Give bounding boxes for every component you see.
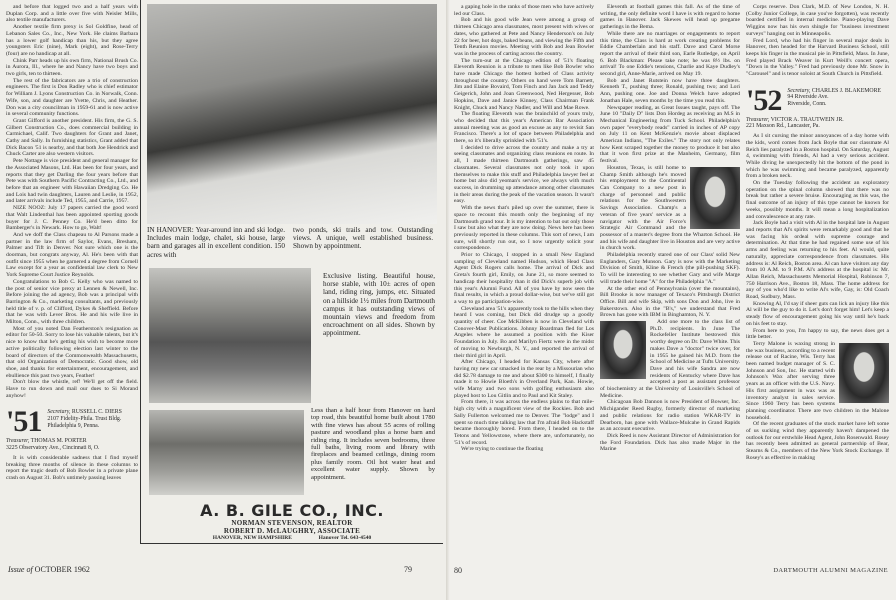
paragraph: While there are no marriages or engagements to report this time, the Class is hard at work creating problems for Eddie Chamberlain and his staff. Dave and Carol Morse report the arrival of their third son, Earle Rutledge, on April 6. Bob Blackman: Please take note; he was 8½ lbs. on arrival! To one Eddie's tensions, Charlie and Kaye Dudley's second girl, Anne-Marie, arrived on May 19. [600, 30, 740, 78]
classmate-portrait-white [600, 321, 646, 379]
ski-lodge-photo [147, 4, 437, 224]
treasurer-address: 3225 Observatory Ave., Cincinnati 8, O. [6, 445, 100, 452]
ad-caption-1: IN HANOVER: Year-around inn and ski lodge. Includes main lodge, chalet, ski house, large barn and garages all in excellent condition. 150 acres with [147, 226, 285, 259]
paragraph: And we doff the Class chapeau to Al Parsons made a partner in the law firm of Saylor, Evans, Bresham, Palmer and Tift in Denver. Not sure which one is the doorman, but congrats anyway, Al. He's been with that outfit since 1955 when he garnered a degree from Cornell Law except for a year as confidential law clerk to New York Supreme Court Justice Reynolds. [6, 231, 138, 279]
firm-name: A. B. GILE CO., INC. [200, 501, 384, 520]
paragraph: Dick Reed is now Assistant Director of Administration for the Ford Foundation. Dick has also made Major in the Marine [600, 433, 740, 453]
paragraph: I decided to drive across the country and make a try at seeing classmates and organizing class reunions en route. In all, I made thirteen Dartmouth gatherings, saw 45 classmates. Several classmates not only took it upon themselves to make this stuff and Philadelphia lawyer feel at home but also did yeoman's service, we always with much success, in drumming up attendance among other classmates in their areas during the peak of the vacation season. It wasn't easy. [454, 144, 594, 205]
class-notes-column-left [6, 4, 138, 559]
secretary-info [787, 88, 881, 108]
paragraph: We're trying to continue the floating [461, 446, 544, 453]
paragraph: The rest of the fabricators are a trio of construction engineers. The first is Don Radley who is chief estimator for William J. Lyons Construction Co. in Norwalk, Conn. Wife, son, and daughter are Yvette, Chris, and Heather. Don was a city councilman in 1959-61 and is now active in several community functions. [6, 77, 138, 118]
issue-date [8, 565, 90, 574]
paragraph: Congratulations to Bob C. Kelly who was named to the post of senior vice prexy at Lennen & Newell, Inc. Before joining the ad agency, Bob was a principal with Barrington & Co., marketing consultants, and previously held title of v. p. of Clifford, Dykes & Sheffield. Before that he was with Lever Bros. He and his wife live in Milton, Conn., with three children. [6, 278, 138, 326]
paragraph: Chink Parr heads up his own firm, National Brush Co. in Aurora, Ill., where he and Nancy have two boys and two girls, ten to thirteen. [6, 57, 138, 78]
classmate-portrait-malone [839, 343, 889, 403]
paragraph: Houston, Texas, is still home to Champ Smith although he's moved his employment to the Continental Can Company to a new post in charge of personnel and public relations for the Southwestern Savings Association. Champ's a veteran of five years' service as a navigator with the Air Force's Strategic Air Command and the possessor of a master's degree from the Wharton School. He and his wife and daughter live in Houston and are very active in church work. [600, 164, 740, 252]
treasurer-label: Treasurer, [6, 438, 30, 445]
real-estate-ad [140, 0, 443, 544]
class-notes-column-1 [454, 4, 594, 552]
horse-farm-photo [149, 268, 311, 403]
paragraph: NIZE NOOZ: July 17 papers carried the good word that Walt Lindenthal has been appointed sporting goods buyer for J. C. Penney Co. He'd been ditto for Bamberger's in Newark. How to go, Walt! [6, 205, 138, 232]
ad-contact [141, 535, 443, 541]
colonial-house-photo [149, 410, 304, 495]
paragraph: and before that logged two and a half years with Duplan Corp. and a little over five with Neisler Mills, also textile manufacturers. [6, 4, 138, 24]
paragraph: Fred Lord, who had his finger in several major deals in Hanover, then headed for the Harvard Business School, still keeps his finger in the musical pie in Pittsfield, Mass. In June, Fred played Brack Weaver in Kurt Weill's concert opera, "Down in the Valley." Fred had previously done Mr. Snow in "Carousel" and is tenor soloist at South Church in Pittsfield. [746, 37, 889, 78]
paragraph: Another textile firm prexy is Sol Goldfine, head of Lebanon Sales Co., Inc., New York. He claims Barbara has a lower golf handicap than his, but they agree youngsters Eric (nine), Mark (eight), and Rose-Terry (four) are no handicap at all. [6, 24, 138, 57]
paragraph: Bob and his good wife Jean were among a group of thirteen Chicago area classmates, most present with wives or dates, who gathered at Pete and Nancy Henderson's on July 22 for beer, hot dogs, baked beans, and viewing the Fifth and Tenth Reunion movies. Meeting with Bob and Jean Bowler was in the process of carting across the country. [454, 17, 594, 57]
paragraph: From here to you, I'm happy to say, the news does get a little better. [746, 327, 889, 341]
paragraph: Corps reserve. Don Clark, M.D. of New London, N. H. (Colby Junior College, in case you've forgotten), was recently boarded certified in internal medicine. Piano-playing Dave Wiggins now has his own shingle for "business investment surveys" hanging out in Minneapolis. [746, 4, 889, 37]
ad-listing-3: Less than a half hour from Hanover on hard top road, this beautiful home built about 1780 with fine views has about 55 acres of rolling pasture and woodland plus a horse barn and riding ring. It includes seven bedrooms, three full baths, living room and library with fireplaces and beamed ceilings, dining room plus family room. Oil hot water heat and excellent water supply. Shown by appointment. [311, 407, 435, 481]
paragraph: Chicagoan Bob Dannon is now President of Bowser, Inc. Michigander Reed Rugby, formerly director of marketing and public relations for radio station WKAR-TV in Dearborn, has gone with Wallace-Mulcahe in Grand Rapids as an account executive. [600, 399, 740, 433]
secretary-label: Secretary, [47, 409, 71, 416]
secretary-name: CHARLES J. BLAKEMORE [811, 87, 882, 94]
paragraph: Newspaper reading, as Great Issues taught, pays off. The June 10 "Daily D" lists Don Hordeg as receiving an M.S in Mechanical Engineering from Tuck School. Philadelphia's own paper "everybody reads" carried in inches of AP copy on July 11 on Kent McKenzie's movie about displaced American Indians, "The Exiles." The story not only relates how Kent scraped together the money to produce it but also that it won first prize at the Manheim, Germany, film festival. [600, 104, 740, 165]
secretary-name: RUSSELL C. DIERS [71, 409, 122, 416]
secretary-city: Riverside, Conn. [787, 101, 827, 108]
paragraph: a gaping hole in the ranks of those men who have actively led our Class. [454, 4, 594, 17]
paragraph: Eleventh at football games this fall. As of the time of writing, the only definite word I have is with regard to home games in Hanover. Jack Skewes will head up pregame gatherings in the Bema. [600, 4, 740, 31]
ad-listing-2: Exclusive listing. Beautiful house, horse stable, with 10± acres of open land, riding ring, jumps, etc. Situated on a hillside 1½ miles from Dartmouth campus it has outstanding views of mountain views and freedom from encroachment on all sides. Shown by appointment. [323, 272, 435, 338]
paragraph: Philadelphia recently stared one of our Class' solid New Englanders, Gary Munson. Gary is now with the Marketing Division of Smith, Kline & French (the pill-pushing SKF). To will be interesting to see whether Gary and wife Marge will trade their home "A" for the Philadelphia "A." [600, 252, 740, 285]
right-page [448, 0, 896, 600]
paragraph: Don't blow the whistle, ref! We'll get off the field. Have to run down and mail our dues to Si Morand anyhow! [6, 379, 138, 399]
paragraph: Terry Malone is waxing strong in the wax business, according to a recent release out of Racine, Wis. Terry has been named budget manager of S. C. Johnson and Son, Inc. He started with Johnson's Wax after serving three years as an officer with the U.S. Navy. His first assignment in wax was as inventory analyst in sales service. Since 1960 Terry has been systems planning coordinator. There are two children in the Malone household. [746, 340, 889, 421]
treasurer-address: 221 Maxson Rd., Lancaster, Pa. [746, 123, 820, 130]
paragraph: Knowing Al, I'd say if sheer guts can lick an injury like this Al will be the guy to do it. Let's don't forget him! Let's keep a steady flow of encouragement going his way until he's back on his feet to stay. [746, 300, 889, 327]
paragraph: Cleveland area '51's apparently took to the hills when they heard I was coming, but Dick did drudge up a goodly quantity of cheer. Coe McKibben is now in Cleveland with Conover-Mast Publications. Johnny Boardman fled for Los Angeles where he assumed a position with the Kiser Foundation in July. Bo and Marilyn Fiertz were in the midst of moving to Newburgh, N. Y., and reported the arrival of their third girl in April. [454, 305, 594, 359]
secretary-address: 2107 Fidelity-Phila. Trust Bldg. [47, 416, 122, 423]
page-number: 79 [404, 565, 412, 574]
ad-caption-2: two ponds, ski trails and tow. Outstanding views. A unique, well established business. Shown by appointment. [293, 226, 433, 251]
paragraph: The turn-out at the Chicago edition of '51's floating Eleventh Reunion is a tribute to men like Bob Bowler who have made Chicago the hottest hotbed of Class activity throughout the country. Others on hand were Tom Barnett, Jim and Elaine Bovaird, Tom Finch and Jan Jack and Teddy Geigerich, John and Joan Greenwood, Ned Hergesser, Bob Hopkins, Dave and Janice Kinney, Class Chairman Frank Knight, Chuck and Nancy Nadler, and Will and Mae Rowe. [454, 57, 594, 111]
secretary-info [47, 409, 121, 429]
class-header [746, 83, 889, 117]
realtor-name: NORMAN STEVENSON, REALTOR [231, 519, 353, 527]
paragraph: Jack Boyle had a visit with Al in the hospital late in August and reports that Al's spirits were remarkably good and that he was facing his ordeal with supreme courage and determination. At that time he had regained some use of his arms and feeling was returning to his feet. Al would, quite naturally, appreciate correspondence from classmates. His address is: Al Reich, Boston area. Al can have visitors any day from 10 A.M. to 9 P.M. Al's address at the hospital is: Mr. Allan Reich, Massachusetts Memorial Hospital, Robinson 7, 750 Harrison Ave., Boston 18, Mass. The home address for any of you who'd like to write Al's wife, Gay, is: Old Coach Road, Sudbury, Mass. [746, 220, 889, 301]
treasurer-name: VICTOR A. TRAUTWEIN JR. [770, 116, 844, 123]
class-year: '51 [6, 405, 42, 439]
ad-location: HANOVER, NEW HAMPSHIRE [212, 535, 292, 541]
treasurer-name: THOMAS M. PORTER [30, 438, 87, 445]
paragraph: Most of you noted Dan Featherston's resignation as editor for 50-50. Sorry to lose his valuable talents, but it's nice to know that he's getting his wish to become more active politically following election last winter to the board of directors of the Commonwealth Massachusetts, that old Organization of Democratic. Good show, old shoe, and thanks for entertainment, encouragement, and ebullience this past two years, Feather! [6, 325, 138, 379]
paragraph: Of the recent graduates of the stock market have left some of us sucking wind they apparently haven't dampened the outlook for our erstwhile Head Agent, John Rosenwald. Rosey has recently been admitted as general partnership of Bear, Stearns & Co., members of the New York Stock Exchange. If Rosey's as effective in making [746, 421, 889, 461]
class-notes-column-2 [600, 4, 740, 552]
paragraph: As I sit cursing the minor annoyances of a day home with the kids, word comes from Jack Boyle that our classmate Al Reich lies paralyzed in a Boston hospital. On Saturday, August 4, swimming with friends, Al had a very serious accident. While diving he unexpectedly hit the bottom of the pond in which he was swimming and became paralyzed, apparently from a broken neck. [746, 133, 889, 180]
paragraph: It is with considerable sadness that I find myself breaking three months of silence in these columns to report the tragic death of Bob Bowler in a private plane crash on August 31. Bob's untimely passing leaves [6, 454, 138, 481]
paragraph: Bob and Janet Rutstein now have three daughters. Kenneth T., pushing three; Ronald, pushing two; and Lori Ann, pushing one. Joe and Donna Welch have adopted Jonathan Hale, seven months by the time you read this. [600, 77, 740, 104]
class-header [6, 405, 138, 439]
paragraph: With the news that's piled up over the summer, there is space to recount this month only the beginning of my Dartmouth grand tour. It is my intention to bat out only those I saw but also what they are now doing. News here has been previously reported in these columns. This sort of news, I am sure, will shortly run out, so I now urgently solicit your correspondence. [454, 205, 594, 252]
magazine-name: DARTMOUTH ALUMNI MAGAZINE [773, 567, 888, 574]
secretary-city: Philadelphia 9, Penna. [47, 422, 100, 429]
treasurer-label: Treasurer, [746, 116, 770, 123]
paragraph: Pete Nottage is vice president and general manager for the Associated Masons, Ltd. Has been for four years, and reports that they get Darling the four years before that Pete was with Southern Pacific Contracting Co., Ltd., and before that an engineer with Hawaiian Dredging Co. He and Lois had twin daughters, Lauren and Leslie, in 1952, and later arrivals include Ted, 1955, and Carrie, 1957. [6, 158, 138, 205]
treasurer-info [746, 117, 889, 130]
secretary-label: Secretary, [787, 87, 811, 94]
paragraph: Add one more to the class list of Ph.D. recipients. In June The Rockefeller Institute bestowed this worthy degree on Dr. Dave White. This makes Dave a "doctor" twice over, for in 1955 he gained his M.D. from the School of Medicine at Tufts University. Dave and his wife Sandra are now residents of Kentucky where Dave has accepted a post as assistant professor of biochemistry at the University of Louisville's School of Medicine. [600, 319, 740, 399]
issue-month-year: OCTOBER 1962 [34, 565, 90, 574]
treasurer-info [6, 438, 138, 451]
issue-prefix: Issue of [8, 565, 33, 574]
class-notes-column-3 [746, 4, 889, 552]
paragraph: From there, it was across the endless plains to that mile-high city with a magnificent view of the Rockies. Bob and Sally Fullerton welcomed me to Denver. The "lodge" and I spent so much time talking law that I'm afraid Bob Hackstaff became thoroughly bored. From there, I headed on to the Tetons and Yellowstone, where there are, unfortunately, no '51's of record. [454, 399, 594, 446]
paragraph: Prior to Chicago, I stopped in a small New England sampling of Cleveland named Hudson, which Head Class Agent Dick Rogers calls home. The arrival of Dick and Greta's fourth girl, Emily, on June 21, so more seemed to handicap their hospitality than it did Dick's superb job with this year's Alumni Fund. All of you have by now seen the final results, in which a proud dollar-wise, but we've still got a way to go participation-wise. [454, 252, 594, 305]
page-number: 80 [454, 566, 462, 575]
classmate-portrait-smith [690, 167, 740, 229]
paragraph: After Chicago, I headed for Kansas City, where after having my new car smacked in the rear by a Missourian who did $2.78 damage to me and about $300 to himself, I finally made it to Howie Bloeth's in Overland Park, Kan. Howie, wife Marny and two sons with golfing enthusiasm also played host to Lou Gitlin and to Paul and Kit Staley. [454, 359, 594, 399]
paragraph: At the other end of Pennsylvania (over the mountains), Bill Brooke is now manager of Texaco's Pittsburgh District Office. Bill and wife Skip, with sons Don and John, live in Bakerstown. Also in the "B's," we understand that Fred Brown has gone with IBM in Binghamton, N. Y. [600, 285, 740, 319]
secretary-address: 94 Riverside Ave. [787, 94, 829, 101]
page-gutter [446, 0, 450, 600]
ad-phone: Hanover Tel. 643-4540 [318, 535, 372, 541]
paragraph: On the Tuesday following the accident an exploratory operation on the spinal column showed that there was no break but rather a severe bruise. Encouraging as this was, the final outcome of an injury of this type cannot be known for weeks, possibly months. It will mean a long hospitalization and convalescence at any rate. [746, 180, 889, 220]
paragraph: Grant Gifford is another president. His firm, the G. S. Gilbert Construction Co., does commercial building in Carmichael, Calif. Two daughters for Grant and Janet, Cathy and Sally. In furnishing statistics, Grant added that Dick Bacon '51 is nearby, and that both Joe Hendrick and Chuck Carter are also western visitors. [6, 117, 138, 158]
class-year: '52 [746, 83, 782, 117]
paragraph: The floating Eleventh was the brainchild of yours truly, who decided that this year's American Bar Association annual meeting was as good an excuse as any to revisit San Francisco. There's a lot of space between Philadelphia and there, so it's liberally sprinkled with '51's. [454, 111, 594, 145]
associate-name: ROBERT D. McLAUGHRY, ASSOCIATE [223, 527, 361, 535]
